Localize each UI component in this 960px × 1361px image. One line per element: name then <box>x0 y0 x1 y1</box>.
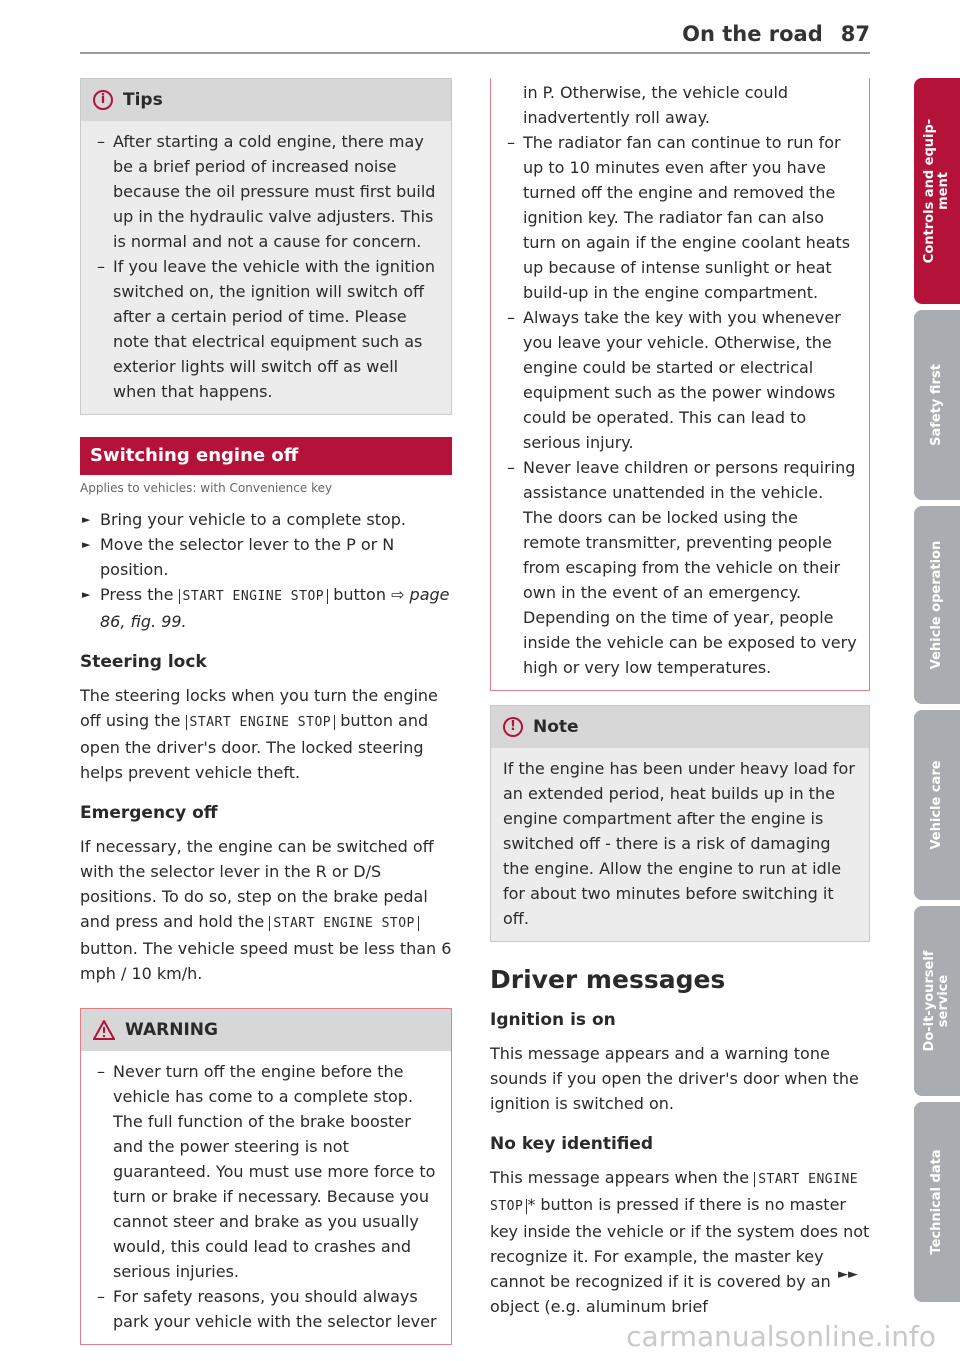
warning-box <box>80 1008 452 1345</box>
tab-do-it-yourself-service[interactable] <box>914 906 960 1096</box>
step-selector: ► Move the selector lever to the P or N position. <box>80 532 452 582</box>
tab-label: Vehicle care <box>929 760 944 850</box>
text: If necessary, the engine can be switched off with the selector lever in the R or D/S positions. To do so, step on the brake pedal and press and hold the <box>80 837 434 931</box>
start-engine-stop-key: START ENGINE STOP <box>179 589 329 604</box>
text: * button is pressed if there is no master key inside the vehicle or if the system does not recognize it. For example, the master key cannot be recognized if it is covered by an object (e.g. aluminum brief <box>490 1195 870 1316</box>
tips-body <box>81 121 451 414</box>
continue-arrow-icon: ►► <box>838 1267 858 1282</box>
tab-label: Controls and equip- ment <box>922 118 951 264</box>
applies-note: Applies to vehicles: with Convenience key <box>80 481 333 495</box>
text: button and open the driver's door. The locked steering helps prevent vehicle theft. <box>80 711 429 782</box>
step-text: Press the <box>100 585 179 604</box>
note-body <box>491 748 869 941</box>
warning-item: – For safety reasons, you should always park your vehicle with the selector lever <box>93 1284 439 1334</box>
tips-item: – If you leave the vehicle with the ignition switched on, the ignition will switch off after a certain period of time. Please note that electrical equipment such as exterior lights will switch off as well when that happens. <box>93 254 439 404</box>
tab-label: Technical data <box>929 1149 944 1255</box>
ignition-on-text: This message appears and a warning tone sounds if you open the driver's door when the ignition is switched on. <box>490 1044 859 1113</box>
no-key-heading: No key identified <box>490 1134 654 1154</box>
tab-label: Safety first <box>929 364 944 446</box>
tips-title: Tips <box>123 90 163 110</box>
warning-item: – Never turn off the engine before the vehicle has come to a complete stop. The full function of the brake booster and the power steering is not guaranteed. You must use more force to turn or brake if necessary. Because you cannot steer and brake as you usually would, this could lead to crashes and serious injuries. <box>93 1059 439 1284</box>
no-key-text <box>490 1165 870 1319</box>
note-box <box>490 705 870 942</box>
step-press-button <box>80 582 452 634</box>
warning-title: WARNING <box>125 1020 218 1040</box>
header-rule <box>80 52 870 54</box>
tab-label: Do-it-yourself service <box>922 950 951 1052</box>
exclamation-icon: ! <box>503 717 523 737</box>
tips-header <box>81 79 451 121</box>
steering-lock-text <box>80 683 452 785</box>
note-text: If the engine has been under heavy load for an extended period, heat builds up in the engine compartment after the engine is switched off - there is a risk of damaging the engine. Allow the engine to run at idle for about two minutes before switching it off. <box>503 759 855 928</box>
section-title-driver-messages: Driver messages <box>490 965 726 994</box>
tab-vehicle-care[interactable] <box>914 710 960 900</box>
warning-body-continued <box>491 78 869 690</box>
start-engine-stop-key: START ENGINE STOP <box>490 1172 859 1214</box>
warning-body <box>81 1051 451 1344</box>
tab-safety-first[interactable] <box>914 310 960 500</box>
info-icon: i <box>93 90 113 110</box>
tab-technical-data[interactable] <box>914 1102 960 1302</box>
warning-continued-text: in P. Otherwise, the vehicle could inadvertently roll away. <box>523 83 789 127</box>
tab-controls-and-equipment[interactable] <box>914 78 960 304</box>
text: button. The vehicle speed must be less than 6 mph / 10 km/h. <box>80 939 452 983</box>
tab-label: Vehicle operation <box>929 540 944 670</box>
watermark: carmanualsonline.info <box>626 1320 936 1353</box>
section-title-switching-engine-off: Switching engine off <box>80 437 452 475</box>
chapter-tabs <box>914 78 960 1308</box>
tips-item: – After starting a cold engine, there may be a brief period of increased noise because the oil pressure must first build up in the hydraulic valve adjusters. This is normal and not a cause for concern. <box>93 129 439 254</box>
tab-vehicle-operation[interactable] <box>914 506 960 704</box>
emergency-off-heading: Emergency off <box>80 803 218 823</box>
header-title: On the road <box>682 22 823 46</box>
warning-box-continued <box>490 78 870 691</box>
text: The steering locks when you turn the engine off using the <box>80 686 438 730</box>
page-number: 87 <box>840 22 870 46</box>
steering-lock-heading: Steering lock <box>80 652 207 672</box>
warning-item: – Always take the key with you whenever you leave your vehicle. Otherwise, the engine could be started or electrical equipment such as the power windows could be operated. This can lead to serious injury. <box>503 305 857 455</box>
start-engine-stop-key: START ENGINE STOP <box>186 715 336 730</box>
text: This message appears when the <box>490 1168 755 1187</box>
step-text: button <box>328 585 392 604</box>
page-header <box>682 22 870 46</box>
warning-triangle-icon <box>93 1020 115 1040</box>
note-header <box>491 706 869 748</box>
note-title: Note <box>533 717 579 737</box>
page-reference-link[interactable]: ⇨ page 86, fig. 99. <box>100 585 450 631</box>
ignition-on-heading: Ignition is on <box>490 1010 616 1030</box>
left-column <box>80 78 452 1345</box>
right-column <box>490 78 870 1319</box>
tips-box <box>80 78 452 415</box>
warning-item: – Never leave children or persons requiring assistance unattended in the vehicle. The doors can be locked using the remote transmitter, preventing people from escaping from the vehicle on their own in the event of an emergency. Depending on the time of year, people inside the vehicle can be exposed to very high or very low temperatures. <box>503 455 857 680</box>
emergency-off-text <box>80 834 452 986</box>
warning-header <box>81 1009 451 1051</box>
step-stop: ► Bring your vehicle to a complete stop. <box>80 507 452 532</box>
warning-item: – The radiator fan can continue to run for up to 10 minutes even after you have turned off the engine and removed the ignition key. The radiator fan can also turn on again if the engine coolant heats up because of intense sunlight or heat build-up in the engine compartment. <box>503 130 857 305</box>
start-engine-stop-key: START ENGINE STOP <box>269 916 419 931</box>
